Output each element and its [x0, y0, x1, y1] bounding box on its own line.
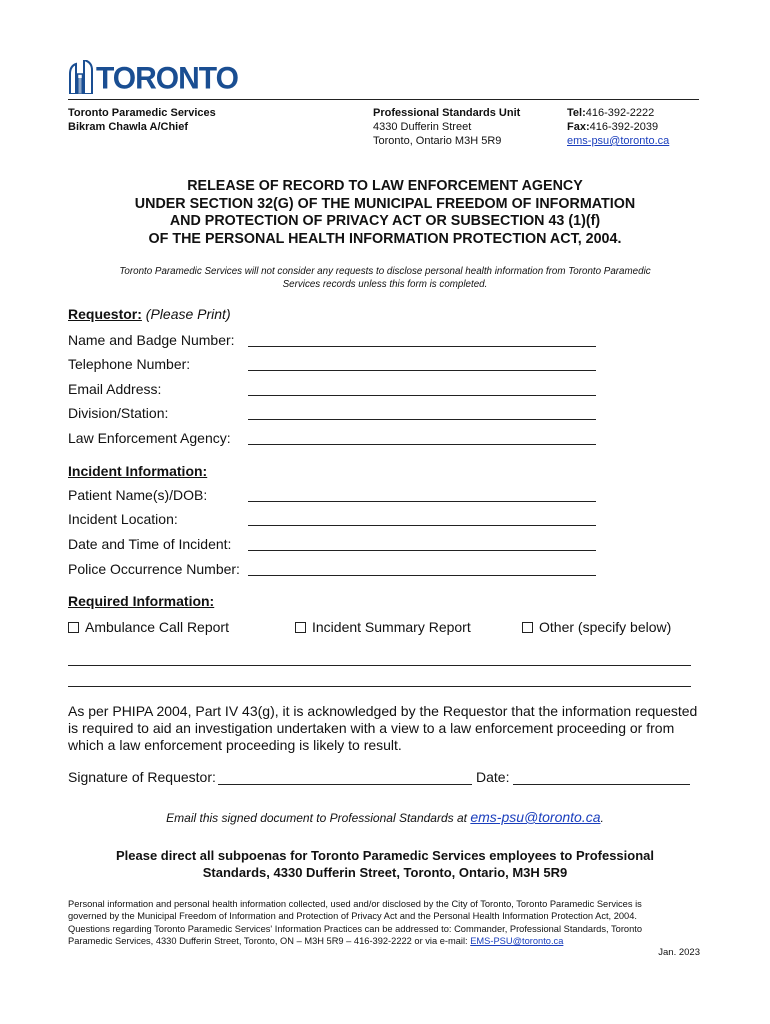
disclaimer	[100, 265, 670, 291]
subpoena-line1: Please direct all subpoenas for Toronto Paramedic Services employees to Professional	[115, 848, 654, 863]
option-ambulance-call-report[interactable]	[68, 619, 229, 635]
subpoena-line2: Standards, 4330 Dufferin Street, Toronto, Ontario, M3H 5R9	[202, 865, 568, 880]
telephone-label: Telephone Number:	[68, 356, 191, 372]
location-label: Incident Location:	[68, 511, 178, 527]
other-specify-line2[interactable]	[68, 686, 691, 687]
ack-line2: is required to aid an investigation undertaken with a view to a law enforcement proceeding or from	[68, 720, 675, 736]
name-badge-label: Name and Badge Number:	[68, 332, 235, 348]
division-field[interactable]	[248, 419, 596, 420]
option-other[interactable]	[522, 619, 671, 635]
logo-wordmark: TORONTO	[96, 61, 238, 96]
disclaimer-line2: Services records unless this form is completed.	[282, 279, 488, 290]
name-badge-field[interactable]	[248, 346, 596, 347]
title-line2: UNDER SECTION 32(G) OF THE MUNICIPAL FREEDOM OF INFORMATION	[134, 195, 636, 212]
requestor-heading	[68, 306, 231, 322]
datetime-label: Date and Time of Incident:	[68, 536, 232, 552]
ack-line1: As per PHIPA 2004, Part IV 43(g), it is acknowledged by the Requestor that the information requested	[68, 703, 698, 719]
datetime-field[interactable]	[248, 550, 596, 551]
checkbox-icon[interactable]	[68, 622, 79, 633]
option-other-label: Other (specify below)	[539, 619, 672, 635]
title-line1: RELEASE OF RECORD TO LAW ENFORCEMENT AGENCY	[187, 178, 583, 194]
acknowledgement	[68, 703, 698, 754]
occurrence-label: Police Occurrence Number:	[68, 561, 240, 577]
email-instruction	[60, 809, 710, 825]
footer-line3: Questions regarding Toronto Paramedic Services' Information Practices can be addressed to: Commander, Professional Standards, Toronto	[68, 923, 643, 934]
footer-email-link[interactable]: EMS-PSU@toronto.ca	[470, 936, 564, 947]
date-label: Date:	[476, 769, 510, 785]
unit-block	[373, 106, 520, 148]
agency-field[interactable]	[248, 444, 596, 445]
checkbox-icon[interactable]	[522, 622, 533, 633]
org-name: Toronto Paramedic Services	[68, 107, 216, 119]
fax-value: 416-392-2039	[589, 121, 659, 133]
footer-line2: governed by the Municipal Freedom of Information and Protection of Privacy Act and the Personal Health Information Protection Act, 2004.	[68, 911, 637, 922]
chief-name: Bikram Chawla A/Chief	[68, 121, 189, 133]
other-specify-line1[interactable]	[68, 665, 691, 666]
footer-line4: Paramedic Services, 4330 Dufferin Street, Toronto, ON – M3H 5R9 – 416-392-2222 or via e-mail:	[68, 936, 468, 947]
title-line3: AND PROTECTION OF PRIVACY ACT OR SUBSECTION 43 (1)(f)	[169, 213, 601, 229]
revision-date: Jan. 2023	[658, 947, 700, 958]
header-email-link[interactable]: ems-psu@toronto.ca	[567, 135, 670, 147]
signature-label: Signature of Requestor:	[68, 769, 216, 785]
disclaimer-line1: Toronto Paramedic Services will not consider any requests to disclose personal health information from Toronto Paramedic	[119, 266, 651, 277]
privacy-footer	[68, 898, 702, 948]
header-rule	[68, 99, 699, 100]
checkbox-icon[interactable]	[295, 622, 306, 633]
location-field[interactable]	[248, 525, 596, 526]
unit-name: Professional Standards Unit	[373, 107, 521, 119]
toronto-city-hall-logo-icon	[68, 60, 94, 94]
email-instruction-text: Email this signed document to Professional Standards at	[166, 811, 467, 825]
requestor-heading-label: Requestor:	[68, 306, 142, 322]
patient-field[interactable]	[248, 501, 596, 502]
fax-label: Fax:	[567, 121, 590, 133]
agency-label: Law Enforcement Agency:	[68, 430, 231, 446]
email-field[interactable]	[248, 395, 596, 396]
option-incident-summary-report[interactable]	[295, 619, 471, 635]
title-line4: OF THE PERSONAL HEALTH INFORMATION PROTECTION ACT, 2004.	[148, 230, 622, 247]
patient-label: Patient Name(s)/DOB:	[68, 487, 208, 503]
email-label: Email Address:	[68, 381, 162, 397]
unit-address2: Toronto, Ontario M3H 5R9	[373, 135, 502, 147]
division-label: Division/Station:	[68, 405, 169, 421]
date-field[interactable]	[513, 784, 690, 785]
subpoena-notice	[60, 847, 710, 881]
form-title	[60, 178, 710, 248]
email-instruction-end: .	[600, 811, 604, 825]
org-block	[68, 106, 216, 134]
unit-address1: 4330 Dufferin Street	[373, 121, 472, 133]
ack-line3: which a law enforcement proceeding is likely to result.	[68, 737, 402, 753]
tel-value: 416-392-2222	[585, 107, 655, 119]
telephone-field[interactable]	[248, 370, 596, 371]
email-instruction-link[interactable]: ems-psu@toronto.ca	[470, 809, 601, 825]
toronto-logo	[68, 58, 238, 94]
occurrence-field[interactable]	[248, 575, 596, 576]
required-heading: Required Information:	[68, 593, 215, 609]
footer-line1: Personal information and personal health information collected, used and/or disclosed by the City of Toronto, Toronto Paramedic Services is	[68, 899, 642, 909]
option-acr-label: Ambulance Call Report	[85, 619, 229, 635]
tel-label: Tel:	[567, 107, 586, 119]
requestor-heading-note: (Please Print)	[145, 306, 231, 322]
incident-heading: Incident Information:	[68, 463, 208, 479]
option-isr-label: Incident Summary Report	[312, 619, 471, 635]
contact-block	[567, 106, 669, 148]
signature-field[interactable]	[218, 784, 472, 785]
